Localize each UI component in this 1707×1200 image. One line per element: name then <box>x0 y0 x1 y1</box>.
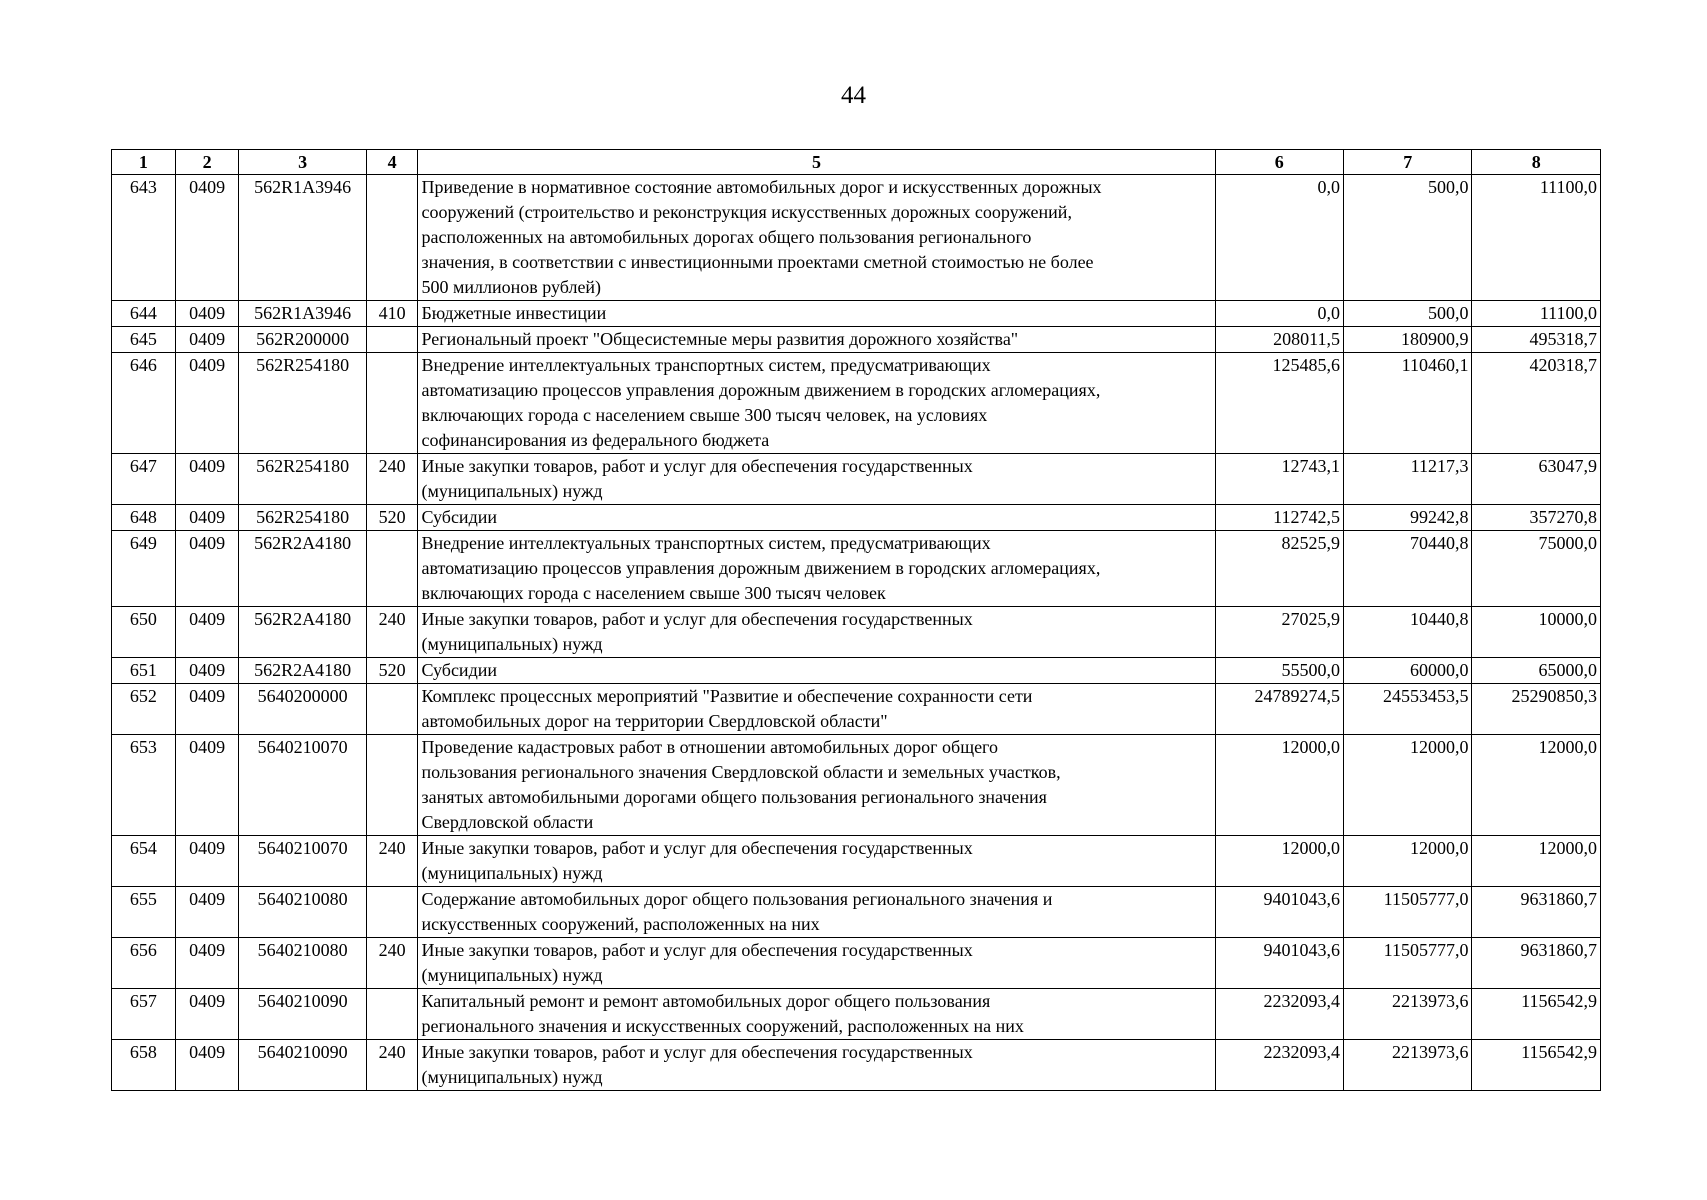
target-article-code: 5640210090 <box>239 989 366 1040</box>
table-row <box>112 301 1601 327</box>
table-row <box>112 531 1601 607</box>
amount-col-6: 24789274,5 <box>1215 684 1343 735</box>
amount-col-8: 1156542,9 <box>1472 1040 1601 1091</box>
table-row <box>112 735 1601 836</box>
row-number: 654 <box>112 836 176 887</box>
row-description: Иные закупки товаров, работ и услуг для обеспечения государственных (муниципальных) нужд <box>418 938 1215 989</box>
row-description: Внедрение интеллектуальных транспортных систем, предусматривающих автоматизацию процессов управления дорожным движением в городских агломерациях, включающих города с населением свыше 300 тысяч человек <box>418 531 1215 607</box>
row-number: 645 <box>112 327 176 353</box>
amount-col-8: 9631860,7 <box>1472 887 1601 938</box>
col-header-2: 2 <box>175 150 239 175</box>
row-description: Проведение кадастровых работ в отношении автомобильных дорог общего пользования регионального значения Свердловской области и земельных участков, занятых автомобильными дорогами общего пользования регионального значения Свердловской области <box>418 735 1215 836</box>
amount-col-8: 357270,8 <box>1472 505 1601 531</box>
amount-col-8: 11100,0 <box>1472 301 1601 327</box>
row-description: Иные закупки товаров, работ и услуг для обеспечения государственных (муниципальных) нужд <box>418 454 1215 505</box>
target-article-code: 562R254180 <box>239 353 366 454</box>
row-description: Приведение в нормативное состояние автомобильных дорог и искусственных дорожных сооружений (строительство и реконструкция искусственных дорожных сооружений, расположенных на автомобильных дорогах общего пользования регионального значения, в соответствии с инвестиционными проектами сметной стоимостью не более 500 миллионов рублей) <box>418 175 1215 301</box>
section-code: 0409 <box>175 684 239 735</box>
row-number: 657 <box>112 989 176 1040</box>
expense-type-code <box>366 887 418 938</box>
table-row <box>112 658 1601 684</box>
target-article-code: 562R2A4180 <box>239 607 366 658</box>
target-article-code: 5640210090 <box>239 1040 366 1091</box>
amount-col-8: 1156542,9 <box>1472 989 1601 1040</box>
amount-col-8: 25290850,3 <box>1472 684 1601 735</box>
row-number: 646 <box>112 353 176 454</box>
amount-col-6: 27025,9 <box>1215 607 1343 658</box>
amount-col-7: 500,0 <box>1344 175 1472 301</box>
amount-col-8: 65000,0 <box>1472 658 1601 684</box>
section-code: 0409 <box>175 175 239 301</box>
col-header-8: 8 <box>1472 150 1601 175</box>
section-code: 0409 <box>175 531 239 607</box>
budget-table <box>111 149 1601 1091</box>
row-description: Содержание автомобильных дорог общего пользования регионального значения и искусственных сооружений, расположенных на них <box>418 887 1215 938</box>
amount-col-6: 55500,0 <box>1215 658 1343 684</box>
expense-type-code <box>366 735 418 836</box>
expense-type-code: 240 <box>366 938 418 989</box>
table-row <box>112 887 1601 938</box>
amount-col-7: 60000,0 <box>1344 658 1472 684</box>
target-article-code: 5640210070 <box>239 735 366 836</box>
row-description: Комплекс процессных мероприятий "Развитие и обеспечение сохранности сети автомобильных дорог на территории Свердловской области" <box>418 684 1215 735</box>
section-code: 0409 <box>175 887 239 938</box>
amount-col-7: 2213973,6 <box>1344 1040 1472 1091</box>
amount-col-7: 99242,8 <box>1344 505 1472 531</box>
amount-col-6: 2232093,4 <box>1215 1040 1343 1091</box>
expense-type-code: 240 <box>366 454 418 505</box>
section-code: 0409 <box>175 327 239 353</box>
section-code: 0409 <box>175 658 239 684</box>
amount-col-6: 12000,0 <box>1215 735 1343 836</box>
expense-type-code <box>366 684 418 735</box>
amount-col-7: 110460,1 <box>1344 353 1472 454</box>
table-row <box>112 684 1601 735</box>
section-code: 0409 <box>175 938 239 989</box>
table-row <box>112 836 1601 887</box>
amount-col-8: 12000,0 <box>1472 735 1601 836</box>
table-header-row <box>112 150 1601 175</box>
expense-type-code <box>366 989 418 1040</box>
section-code: 0409 <box>175 1040 239 1091</box>
row-number: 652 <box>112 684 176 735</box>
amount-col-7: 180900,9 <box>1344 327 1472 353</box>
section-code: 0409 <box>175 989 239 1040</box>
expense-type-code <box>366 175 418 301</box>
row-number: 656 <box>112 938 176 989</box>
table-row <box>112 607 1601 658</box>
section-code: 0409 <box>175 735 239 836</box>
target-article-code: 562R2A4180 <box>239 658 366 684</box>
col-header-3: 3 <box>239 150 366 175</box>
row-description: Иные закупки товаров, работ и услуг для обеспечения государственных (муниципальных) нужд <box>418 836 1215 887</box>
expense-type-code: 240 <box>366 1040 418 1091</box>
target-article-code: 562R1A3946 <box>239 175 366 301</box>
amount-col-6: 0,0 <box>1215 301 1343 327</box>
col-header-5: 5 <box>418 150 1215 175</box>
amount-col-6: 9401043,6 <box>1215 938 1343 989</box>
target-article-code: 5640210080 <box>239 887 366 938</box>
row-description: Субсидии <box>418 658 1215 684</box>
table-row <box>112 327 1601 353</box>
target-article-code: 562R254180 <box>239 454 366 505</box>
row-description: Бюджетные инвестиции <box>418 301 1215 327</box>
amount-col-7: 11505777,0 <box>1344 938 1472 989</box>
row-number: 653 <box>112 735 176 836</box>
expense-type-code: 240 <box>366 836 418 887</box>
table-row <box>112 505 1601 531</box>
row-number: 648 <box>112 505 176 531</box>
target-article-code: 5640200000 <box>239 684 366 735</box>
amount-col-7: 12000,0 <box>1344 836 1472 887</box>
target-article-code: 5640210080 <box>239 938 366 989</box>
col-header-1: 1 <box>112 150 176 175</box>
target-article-code: 562R254180 <box>239 505 366 531</box>
row-number: 643 <box>112 175 176 301</box>
row-description: Субсидии <box>418 505 1215 531</box>
amount-col-6: 125485,6 <box>1215 353 1343 454</box>
amount-col-7: 24553453,5 <box>1344 684 1472 735</box>
table-body <box>112 175 1601 1091</box>
amount-col-8: 75000,0 <box>1472 531 1601 607</box>
target-article-code: 562R200000 <box>239 327 366 353</box>
amount-col-7: 12000,0 <box>1344 735 1472 836</box>
amount-col-8: 11100,0 <box>1472 175 1601 301</box>
amount-col-8: 420318,7 <box>1472 353 1601 454</box>
amount-col-6: 12743,1 <box>1215 454 1343 505</box>
expense-type-code: 410 <box>366 301 418 327</box>
row-number: 655 <box>112 887 176 938</box>
amount-col-7: 500,0 <box>1344 301 1472 327</box>
table-row <box>112 175 1601 301</box>
amount-col-7: 11217,3 <box>1344 454 1472 505</box>
row-description: Иные закупки товаров, работ и услуг для обеспечения государственных (муниципальных) нужд <box>418 607 1215 658</box>
amount-col-7: 2213973,6 <box>1344 989 1472 1040</box>
expense-type-code <box>366 327 418 353</box>
row-description: Региональный проект "Общесистемные меры развития дорожного хозяйства" <box>418 327 1215 353</box>
table-row <box>112 454 1601 505</box>
target-article-code: 562R1A3946 <box>239 301 366 327</box>
row-number: 649 <box>112 531 176 607</box>
amount-col-7: 11505777,0 <box>1344 887 1472 938</box>
amount-col-8: 63047,9 <box>1472 454 1601 505</box>
row-number: 644 <box>112 301 176 327</box>
amount-col-6: 82525,9 <box>1215 531 1343 607</box>
table-row <box>112 938 1601 989</box>
table-row <box>112 353 1601 454</box>
amount-col-8: 12000,0 <box>1472 836 1601 887</box>
row-description: Внедрение интеллектуальных транспортных систем, предусматривающих автоматизацию процессов управления дорожным движением в городских агломерациях, включающих города с населением свыше 300 тысяч человек, на условиях софинансирования из федерального бюджета <box>418 353 1215 454</box>
expense-type-code <box>366 353 418 454</box>
expense-type-code: 520 <box>366 658 418 684</box>
amount-col-6: 2232093,4 <box>1215 989 1343 1040</box>
amount-col-8: 495318,7 <box>1472 327 1601 353</box>
section-code: 0409 <box>175 454 239 505</box>
section-code: 0409 <box>175 301 239 327</box>
col-header-7: 7 <box>1344 150 1472 175</box>
amount-col-6: 0,0 <box>1215 175 1343 301</box>
row-number: 658 <box>112 1040 176 1091</box>
amount-col-7: 10440,8 <box>1344 607 1472 658</box>
row-number: 651 <box>112 658 176 684</box>
amount-col-8: 9631860,7 <box>1472 938 1601 989</box>
section-code: 0409 <box>175 353 239 454</box>
amount-col-8: 10000,0 <box>1472 607 1601 658</box>
amount-col-6: 12000,0 <box>1215 836 1343 887</box>
amount-col-6: 208011,5 <box>1215 327 1343 353</box>
col-header-4: 4 <box>366 150 418 175</box>
table-row <box>112 989 1601 1040</box>
amount-col-6: 9401043,6 <box>1215 887 1343 938</box>
expense-type-code: 240 <box>366 607 418 658</box>
row-description: Иные закупки товаров, работ и услуг для обеспечения государственных (муниципальных) нужд <box>418 1040 1215 1091</box>
page-number: 44 <box>841 82 866 109</box>
target-article-code: 562R2A4180 <box>239 531 366 607</box>
expense-type-code <box>366 531 418 607</box>
row-number: 647 <box>112 454 176 505</box>
section-code: 0409 <box>175 607 239 658</box>
table-row <box>112 1040 1601 1091</box>
col-header-6: 6 <box>1215 150 1343 175</box>
section-code: 0409 <box>175 505 239 531</box>
expense-type-code: 520 <box>366 505 418 531</box>
row-number: 650 <box>112 607 176 658</box>
amount-col-7: 70440,8 <box>1344 531 1472 607</box>
section-code: 0409 <box>175 836 239 887</box>
amount-col-6: 112742,5 <box>1215 505 1343 531</box>
row-description: Капитальный ремонт и ремонт автомобильных дорог общего пользования регионального значения и искусственных сооружений, расположенных на них <box>418 989 1215 1040</box>
target-article-code: 5640210070 <box>239 836 366 887</box>
